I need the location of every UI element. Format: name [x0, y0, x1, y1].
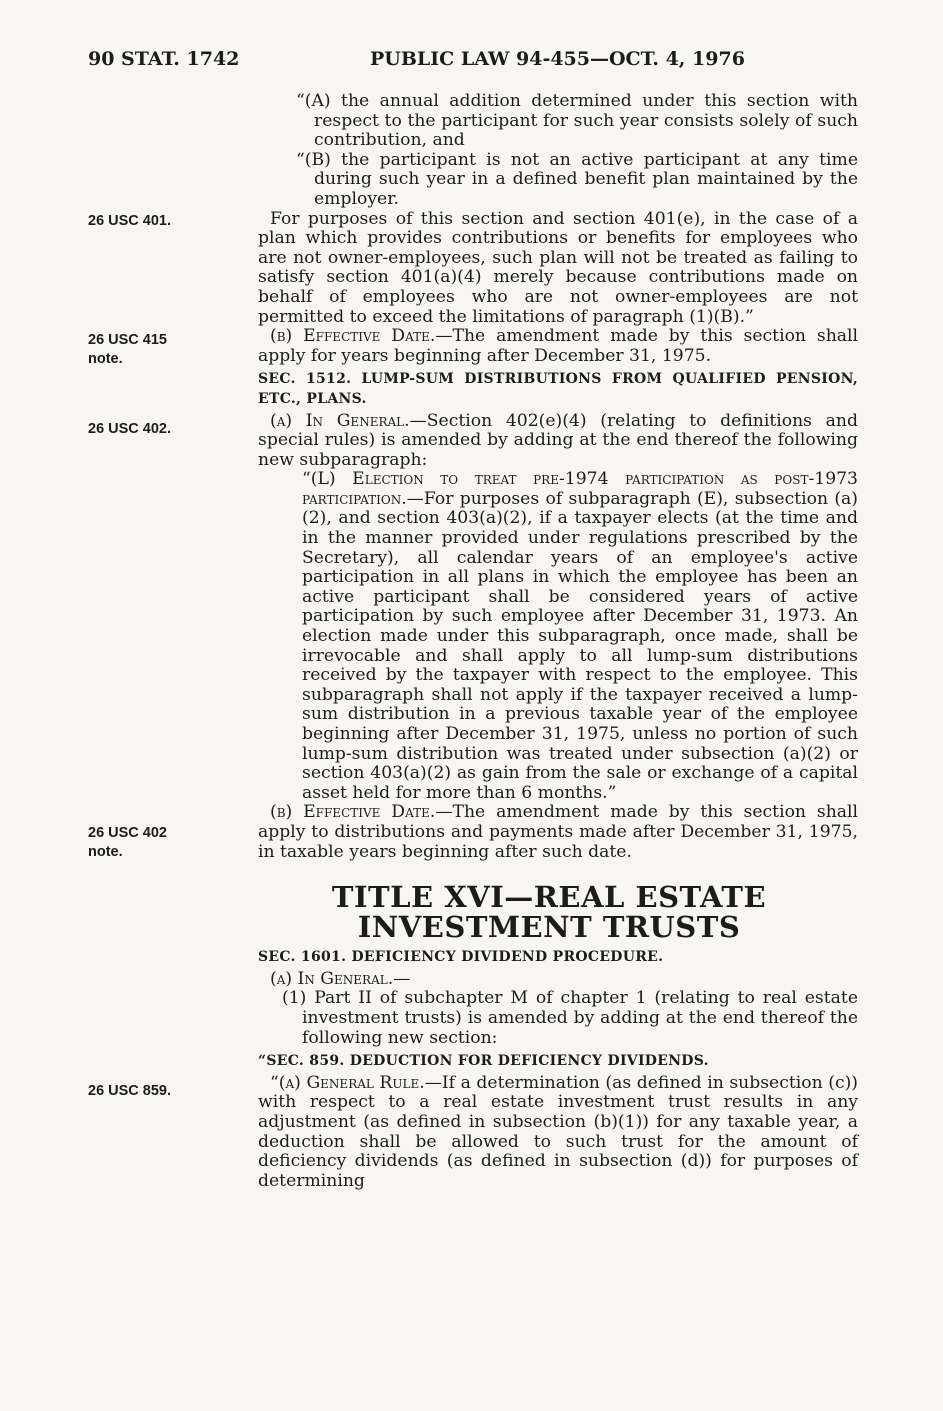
body-column: [258, 92, 858, 1191]
margin-note: 26 USC 401.: [88, 213, 172, 229]
margin-note: [88, 331, 167, 369]
in-general-text: —Section 402(e)(4) (relating to definitions and special rules) is amended by adding at the end thereof the following new subparagraph:: [258, 410, 858, 470]
in-general-label: (a) In General.: [270, 410, 410, 431]
section-1512-heading: SEC. 1512. LUMP-SUM DISTRIBUTIONS FROM QUALIFIED PENSION, ETC., PLANS.: [258, 371, 858, 407]
effective-date-label: (b) Effective Date.: [270, 802, 436, 823]
subparagraph-a: “(A) the annual addition determined under this section with respect to the participant for such year consists solely of such contribution, and: [296, 91, 858, 151]
effective-date-text: —The amendment made by this section shall apply for years beginning after December 31, 1975.: [258, 326, 858, 366]
effective-date-label: (b) Effective Date.: [270, 326, 436, 347]
in-general-1601: [258, 970, 858, 990]
in-general-label: (a) In General.: [270, 968, 394, 989]
statute-page-number: 90 STAT. 1742: [88, 48, 240, 70]
effective-date-1: [258, 327, 858, 366]
subparagraph-l-text: —For purposes of subparagraph (E), subsection (a)(2), and section 403(a)(2), if a taxpayer elects (at the time and in the manner provided under regulations prescribed by the Secretary), all calendar years of an employee's active participation in all plans in which the employee has been an active participant shall be considered years of active participation by such employee after December 31, 1973. An election made under this subparagraph, once made, shall be irrevocable and shall apply to all lump-sum distributions received by the taxpayer with respect to the employee. This subparagraph shall not apply if the taxpayer received a lump-sum distribution in a previous taxable year of the employee beginning after December 31, 1975, unless no portion of such lump-sum distribution was treated under subsection (a)(2) or section 403(a)(2) as gain from the sale or exchange of a capital asset held for more than 6 months.”: [302, 488, 858, 803]
margin-note: [88, 824, 167, 862]
margin-note: 26 USC 859.: [88, 1083, 172, 1099]
in-general-1512: [258, 412, 858, 471]
general-rule-text: —If a determination (as defined in subsection (c)) with respect to a real estate investment trust results in any adjustment (as defined in subsection (b)(1)) for any taxable year, a deduction shall be allowed to such trust for the amount of deficiency dividends (as defined in subsection (d)) for purposes of determining: [258, 1072, 858, 1191]
general-rule: [258, 1074, 858, 1192]
subparagraph-b: “(B) the participant is not an active participant at any time during such year in a defined benefit plan maintained by the employer.: [296, 149, 858, 209]
section-859-heading: “SEC. 859. DEDUCTION FOR DEFICIENCY DIVIDENDS.: [258, 1053, 709, 1070]
page-header: [88, 48, 863, 78]
subparagraph-l: [302, 470, 858, 803]
paragraph-purposes: For purposes of this section and section 401(e), in the case of a plan which provides contributions or benefits for employees who are not owner-employees, such plan will not be treated as failing to satisfy section 401(a)(4) merely because contributions made on behalf of employees who are not owner-employees are not permitted to exceed the limitations of paragraph (1)(B).”: [258, 208, 858, 327]
margin-note-line: 26 USC 415: [88, 332, 167, 348]
section-1601-heading: SEC. 1601. DEFICIENCY DIVIDEND PROCEDURE.: [258, 949, 664, 966]
margin-note-line: note.: [88, 351, 123, 367]
margin-note-line: 26 USC 402: [88, 825, 167, 841]
general-rule-label: “(a) General Rule.: [270, 1072, 425, 1093]
effective-date-2: [258, 803, 858, 862]
margin-note: 26 USC 402.: [88, 421, 172, 437]
title-xvi-heading: TITLE XVI—REAL ESTATE INVESTMENT TRUSTS: [331, 880, 767, 945]
paragraph-1: (1) Part II of subchapter M of chapter 1 (relating to real estate investment trusts) is amended by adding at the end thereof the following new section:: [282, 988, 858, 1048]
subparagraph-l-label: “(L) Election to treat pre-1974 participation as post-1973 participation.: [302, 469, 858, 509]
in-general-dash: —: [393, 968, 411, 989]
margin-note-line: note.: [88, 844, 123, 860]
running-head: PUBLIC LAW 94-455—OCT. 4, 1976: [370, 48, 745, 70]
effective-date-text: —The amendment made by this section shall apply to distributions and payments made after December 31, 1975, in taxable years beginning after such date.: [258, 802, 858, 862]
